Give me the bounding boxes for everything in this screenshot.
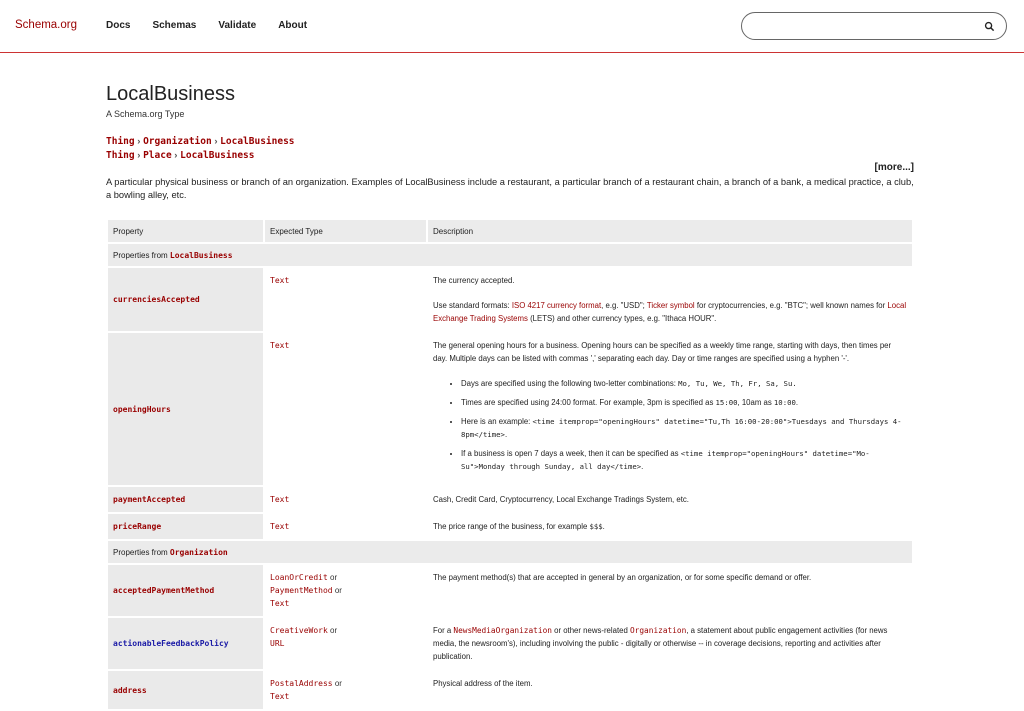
text-fragment: . bbox=[641, 462, 644, 471]
breadcrumb-link-localbusiness[interactable]: LocalBusiness bbox=[220, 136, 295, 147]
page-subtitle: A Schema.org Type bbox=[106, 109, 185, 119]
expected-type-cell bbox=[265, 565, 426, 616]
table-row bbox=[108, 333, 912, 485]
ticker-symbol-link[interactable]: Ticker symbol bbox=[646, 301, 695, 310]
property-description bbox=[428, 618, 912, 669]
table-header-row bbox=[108, 220, 912, 242]
main-content bbox=[106, 53, 914, 711]
text-fragment: for cryptocurrencies, e.g. "BTC"; well known names for bbox=[694, 301, 888, 310]
code-fragment: Mo, Tu, We, Th, Fr, Sa, Su. bbox=[678, 379, 797, 388]
or-text: or bbox=[327, 626, 338, 635]
table-row bbox=[108, 514, 912, 539]
breadcrumb-link-localbusiness[interactable]: LocalBusiness bbox=[180, 149, 255, 161]
text-fragment: For a bbox=[433, 626, 454, 635]
breadcrumb-link-thing[interactable]: Thing bbox=[106, 149, 135, 161]
search-icon[interactable] bbox=[984, 21, 995, 32]
list-item bbox=[461, 377, 907, 390]
text-fragment: (LETS) and other currency types, e.g. "Ithaca HOUR". bbox=[527, 314, 717, 323]
breadcrumb-link-thing[interactable]: Thing bbox=[106, 136, 135, 147]
code-fragment: <time itemprop="openingHours" datetime="Mo-Su">Monday through Sunday, all day</time> bbox=[461, 449, 870, 471]
expected-type-link[interactable]: Text bbox=[270, 599, 290, 608]
text-fragment: Use standard formats: bbox=[433, 301, 512, 310]
text-fragment: The price range of the business, for example bbox=[433, 522, 590, 531]
description-text: The general opening hours for a business. Opening hours can be specified as a weekly time range, starting with days, then times per day. Multiple days can be listed with commas ',' separating each day. Day or time ranges are specified using a hyphen '-'. bbox=[433, 341, 892, 363]
expected-type-link[interactable]: CreativeWork bbox=[270, 626, 328, 635]
description-list bbox=[461, 377, 907, 473]
section-heading bbox=[108, 541, 912, 563]
property-link[interactable]: actionableFeedbackPolicy bbox=[108, 618, 263, 669]
property-description: Cash, Credit Card, Cryptocurrency, Local Exchange Tradings System, etc. bbox=[433, 495, 689, 504]
properties-table bbox=[106, 218, 914, 711]
expected-type-link[interactable]: Text bbox=[270, 692, 290, 701]
text-fragment: If a business is open 7 days a week, then it can be specified as bbox=[461, 449, 681, 458]
section-prefix: Properties from bbox=[113, 547, 170, 557]
iso-4217-link[interactable]: ISO 4217 currency format bbox=[511, 301, 602, 310]
expected-type-link[interactable]: Text bbox=[270, 276, 290, 285]
list-item bbox=[461, 396, 907, 409]
nav-about[interactable]: About bbox=[278, 20, 308, 31]
description-text bbox=[433, 299, 907, 325]
table-row bbox=[108, 268, 912, 331]
text-fragment: , 10am as bbox=[737, 398, 774, 407]
breadcrumb-separator: › bbox=[211, 136, 221, 147]
list-item bbox=[461, 447, 907, 473]
section-type-link[interactable]: Organization bbox=[169, 547, 228, 557]
section-type-link[interactable]: LocalBusiness bbox=[169, 250, 233, 260]
column-header-description: Description bbox=[428, 220, 912, 242]
expected-type-link[interactable]: URL bbox=[270, 639, 285, 648]
table-row bbox=[108, 671, 912, 709]
organization-link[interactable]: Organization bbox=[629, 626, 687, 635]
property-description bbox=[428, 514, 912, 539]
page-title: LocalBusiness bbox=[106, 83, 235, 105]
expected-type-link[interactable]: PaymentMethod bbox=[270, 586, 333, 595]
search-box bbox=[741, 12, 1007, 40]
expected-type-cell bbox=[265, 671, 426, 709]
expected-type-link[interactable]: LoanOrCredit bbox=[270, 573, 328, 582]
property-link[interactable]: acceptedPaymentMethod bbox=[108, 565, 263, 616]
breadcrumb-separator: › bbox=[134, 136, 144, 147]
description-text: The currency accepted. bbox=[433, 276, 515, 285]
text-fragment: Here is an example: bbox=[461, 417, 533, 426]
breadcrumb-line bbox=[106, 149, 914, 163]
nav-validate[interactable]: Validate bbox=[218, 20, 257, 31]
code-fragment: <time itemprop="openingHours" datetime="Tu,Th 16:00-20:00">Tuesdays and Thursdays 4-8pm</time> bbox=[461, 417, 902, 439]
table-row bbox=[108, 487, 912, 512]
table-row bbox=[108, 565, 912, 616]
expected-type-link[interactable]: Text bbox=[270, 341, 290, 350]
main-nav bbox=[106, 20, 329, 31]
or-text: or bbox=[332, 679, 342, 688]
property-link[interactable]: openingHours bbox=[108, 333, 263, 485]
expected-type-cell bbox=[265, 618, 426, 669]
breadcrumb-link-organization[interactable]: Organization bbox=[143, 136, 212, 147]
code-fragment: 15:00 bbox=[715, 398, 738, 407]
more-link[interactable]: [more...] bbox=[874, 162, 914, 173]
news-media-organization-link[interactable]: NewsMediaOrganization bbox=[453, 626, 552, 635]
property-link[interactable]: priceRange bbox=[108, 514, 263, 539]
type-description: A particular physical business or branch of an organization. Examples of LocalBusiness include a restaurant, a particular branch of a restaurant chain, a branch of a bank, a medical practice, a club, a bowling alley, etc. bbox=[106, 177, 914, 200]
text-fragment: . bbox=[602, 522, 605, 531]
breadcrumb bbox=[106, 135, 914, 162]
table-row bbox=[108, 618, 912, 669]
breadcrumb-separator: › bbox=[134, 149, 144, 161]
property-description: Physical address of the item. bbox=[433, 679, 533, 688]
property-link[interactable]: currenciesAccepted bbox=[108, 268, 263, 331]
expected-type-link[interactable]: Text bbox=[270, 495, 290, 504]
site-header bbox=[0, 0, 1024, 53]
nav-docs[interactable]: Docs bbox=[106, 20, 131, 31]
expected-type-link[interactable]: PostalAddress bbox=[270, 679, 333, 688]
breadcrumb-line bbox=[106, 135, 914, 149]
column-header-property: Property bbox=[108, 220, 263, 242]
property-link[interactable]: paymentAccepted bbox=[108, 487, 263, 512]
list-item bbox=[461, 415, 907, 441]
site-logo[interactable]: Schema.org bbox=[15, 19, 78, 31]
column-header-expected-type: Expected Type bbox=[265, 220, 426, 242]
or-text: or bbox=[327, 573, 338, 582]
property-description bbox=[428, 333, 912, 485]
text-fragment: Times are specified using 24:00 format. For example, 3pm is specified as bbox=[461, 398, 716, 407]
search-input[interactable] bbox=[752, 13, 982, 39]
property-description bbox=[428, 268, 912, 331]
section-heading bbox=[108, 244, 912, 266]
text-fragment: Days are specified using the following two-letter combinations: bbox=[461, 379, 679, 388]
nav-schemas[interactable]: Schemas bbox=[152, 20, 197, 31]
section-row bbox=[108, 244, 912, 266]
text-fragment: , a statement about public engagement activities (for news media, the newsroom's), including involving the public - digitally or otherwise -- in coverage decisions, reporting and activities after publication. bbox=[433, 626, 888, 661]
text-fragment: , e.g. "USD"; bbox=[601, 301, 647, 310]
text-fragment: . bbox=[795, 398, 799, 407]
code-fragment: $$$ bbox=[589, 522, 603, 531]
property-link[interactable]: address bbox=[108, 671, 263, 709]
code-fragment: 10:00 bbox=[773, 398, 796, 407]
text-fragment: or other news-related bbox=[551, 626, 630, 635]
section-row bbox=[108, 541, 912, 563]
breadcrumb-link-place[interactable]: Place bbox=[143, 149, 172, 161]
lets-link[interactable]: Local Exchange Trading Systems bbox=[433, 301, 907, 323]
section-prefix: Properties from bbox=[113, 250, 170, 260]
or-text: or bbox=[332, 586, 342, 595]
text-fragment: . bbox=[504, 430, 508, 439]
breadcrumb-separator: › bbox=[171, 149, 181, 161]
expected-type-link[interactable]: Text bbox=[270, 522, 290, 531]
property-description: The payment method(s) that are accepted in general by an organization, or for some specific demand or offer. bbox=[433, 573, 812, 582]
